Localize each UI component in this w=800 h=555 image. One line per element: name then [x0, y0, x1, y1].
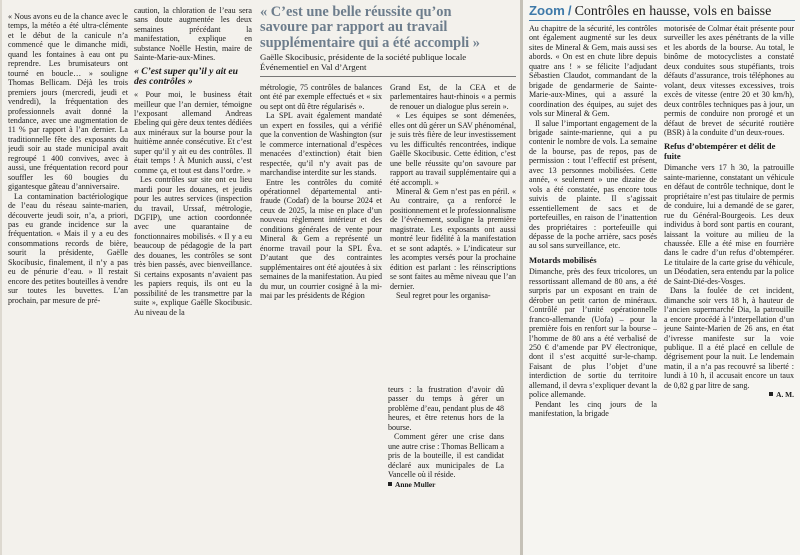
article-paragraph: Seul regret pour les organisa- [396, 290, 491, 300]
zoom-label: Zoom [529, 3, 565, 18]
right-column-2 [664, 24, 794, 552]
left-column-4 [390, 83, 516, 381]
refus-subheading: Refus d’obtempérer et délit de fuite [664, 141, 776, 161]
article-paragraph: Les contrôles sur site ont eu lieu mardi pour les douanes, et jeudis pour les autres services (inspection du travail, Urssaf, métrologie, DGFIP), une action coordonnée avec une quarantaine de fonctionnaires mobilisés. « Il y a eu beaucoup de pédagogie de la part des douanes, les contrôles se sont très bien passés, avec bienveillance. Si certains exposants n’avaient pas les papiers requis, ils ont eu la possibilité de les transmettre par la suite », explique Gaëlle Skocibusic. Au niveau de la [134, 175, 252, 317]
article-paragraph: La contamination bactériologique de l’eau du réseau sainte-marien, découverte jeudi soir, n’a, a priori, pas eu grande incidence sur la fréquentation. « Mais il y a eu des consommations records de bière, sourit la présidente, Gaëlle Skocibusic, finalement, il n’y a pas eu de pénurie d’eau. » Il restait encore des petites bouteilles à vendre sur toutes les buvettes. L’an prochain, par mesure de pré- [8, 191, 128, 305]
zoom-slash: / [567, 3, 572, 18]
author-name: Anne Muller [395, 479, 436, 489]
article-paragraph: Pendant les cinq jours de la manifestation, la brigade [529, 399, 657, 419]
col2-intro: caution, la chloration de l’eau sera sans doute augmentée les deux semaines précédant la manifestation, explique en substance Noëlle Hestin, maire de Sainte-Marie-aux-Mines. [134, 6, 252, 63]
headline-rule [260, 76, 516, 77]
article-paragraph: Au chapitre de la sécurité, les contrôles ont également augmenté sur les deux sites de Mineral & Gem, mais aussi ses abords. « On est en chute libre depuis quatre ans ! » se félicite l’adjudant Sébastien Claudot, commandant de la brigade de gendarmerie de Sainte-Marie-aux-Mines, qui a assuré la coordination des équipes, au sujet des vols sur Mineral & Gem. [529, 24, 657, 119]
zoom-rule [529, 20, 795, 21]
article-paragraph: Il salue l’important engagement de la brigade sainte-marienne, qui a pu contenir le nombre de vols. La semaine de la bourse, pas de repos, pas de permission : tout l’effectif est présent, avec 13 personnes mobilisées. Cette année, « seulement » une dizaine de vols a été constatée, pas encore tous suivis de plainte. Il s’agissait essentiellement de sacs et de portefeuilles, en raison de l’inattention des propriétaires : portefeuille qui dépasse de la poche arrière, sacs posés au sol sans surveillance, etc. [529, 118, 657, 251]
author-initials-byline [664, 390, 794, 399]
headline [260, 5, 516, 51]
article-paragraph: métrologie, 75 contrôles de balances ont été par exemple effectués et « six ou sept ont dû être régularisés ». [260, 83, 382, 111]
article-paragraph: « Pour moi, le business était meilleur que l’an dernier, témoigne l’exposant allemand Andreas Ebeling qui gère deux tentes dédiées aux minéraux sur la bourse pour la huitième année consécutive. Et c’est super qu’il y ait eu des contrôles. Il était temps ! À Munich aussi, c’est comme ça, et tout est dans l’ordre. » [134, 90, 252, 175]
article-paragraph: teurs : la frustration d’avoir dû passer du temps à gérer un problème d’eau, pendant plus de 48 heures, et être retenus hors de la bourse. [388, 385, 504, 432]
author-byline [388, 480, 504, 489]
right-article [523, 0, 800, 555]
zoom-title: Contrôles en hausse, vols en baisse [574, 4, 772, 19]
article-paragraph: « Nous avons eu de la chance avec le temps, la météo a été ultra-clémente et le début de la canicule n’a commencé que le dimanche midi, quand les fontaines à eau ont pu reprendre. Les brumisateurs ont tourné en boucle… » souligne Thomas Bellicam. Déjà les trois premiers jours (mercredi, jeudi et vendredi), la fréquentation des professionnels avait donné la tendance, avec une augmentation de 11 % par rapport à l’an dernier. La traditionnelle fête des exposants du jeudi soir au stade municipal avait regroupé 1 400 convives, avec à aussi, une fréquentation record pour souffler les 60 bougies du gigantesque gâteau d’anniversaire. [8, 12, 128, 192]
article-paragraph: Dans la foulée de cet incident, dimanche soir vers 18 h, à hauteur de l’ancien supermarché Dia, la patrouille a encore procédé à l’interpellation d’un jeune Sainte-Marien de 26 ans, en état d’ivresse manifeste sur la voie publique. Il a été placé en cellule de dégrisement pour la nuit. Le lendemain matin, il a n’a pas recouvré sa liberté : lundi à 10 h, il accusait encore un taux de 0,82 g par litre de sang. [664, 286, 794, 390]
headline-line-2: savoure par rapport au travail [260, 19, 448, 36]
article-paragraph: Entre les contrôles du comité opérationnel départemental anti-fraude (Codaf) de la bourse 2024 et ceux de 2025, la mise en place d’un nouveau règlement intérieur et des conditions générales de vente pour Mineral & Gem a représenté un énorme travail pour la SPL Éva. D’autant que des contraintes supplémentaires ont été ajoutées à six semaines de la manifestation. Au pied du mur, un courrier cosigné à la mi-mai par les présidents de Région [260, 177, 382, 300]
author-initials: A. M. [776, 390, 794, 400]
article-paragraph: Dimanche vers 17 h 30, la patrouille sainte-marienne, constatant un véhicule en défaut de contrôle technique, dont le propriétaire n’est pas titulaire de permis de conduire, lui a demandé de se garer, rue du Général-Bourgeois. Les deux individus à bord sont partis en courant, laissant la voiture au milieu de la chaussée. Elle a été mise en fourrière dans le cadre d’un refus d’obtempérer. Le titulaire de la carte grise du véhicule, un Déodatien, sera entendu par la police de Saint-Dié-des-Vosges. [664, 163, 794, 286]
left-column-1 [8, 12, 128, 552]
article-paragraph: « Les équipes se sont démenées, elles ont dû gérer un SAV phénoménal, je suis très fière de leur investissement vu les difficultés rencontrées, indique Gaëlle Skocibusic. Cette édition, c’est une belle réussite qu’on savoure par rapport au travail supplémentaire qui a été accompli. » [390, 111, 516, 187]
col2-subheading: « C’est super qu’il y ait eu des contrôles » [134, 65, 238, 87]
article-paragraph: Mineral & Gem n’est pas en péril. « Au contraire, ça a renforcé le positionnement et le professionnalisme de l’événement, souligne la première magistrate. Les exposants ont aussi montré leur fidélité à la manifestation et se sont adaptés. » L’indicateur sur les acomptes versés pour la prochaine édition est parlant : les réinscriptions se sont faites au même niveau que l’an dernier. [390, 186, 516, 291]
left-column-2 [134, 6, 252, 552]
right-column-1 [529, 24, 657, 552]
left-column-4-bottom [388, 385, 504, 545]
article-paragraph: motorisée de Colmar était présente pour surveiller les axes pénétrants de la ville et les abords de la bourse. Au total, le binôme de motocyclistes a constaté deux conduites sous stupéfiants, trois défauts d’assurance, trois téléphones au volant, deux vitesses excessives, trois excès de vitesse (entre 20 et 30 km/h), deux contrôles techniques pas à jour, un permis de conduire non prorogé et un défaut de brevet de sécurité routière (BSR) à la conduite d’un deux-roues. [664, 24, 794, 137]
article-paragraph: Comment gérer une crise dans une autre crise : Thomas Bellicam a pris de la bouteille, il est candidat déclaré aux municipales de La Vancelle où il réside. [388, 432, 504, 480]
article-paragraph: Dimanche, près des feux tricolores, un ressortissant allemand de 80 ans, a été surpris par un exposant en train de dérober un petit carton de minéraux. Contrôlé par l’unité opérationnelle franco-allemande (Uofa) – pour la première fois en renfort sur la bourse – l’homme de 80 ans a été verbalisé de 250 € d’amende par PV électronique, dont il s’est acquitté sur-le-champ. Faisant de plus l’objet d’une interdiction de sortie du territoire allemand, il devra s’expliquer devant la police allemande. [529, 267, 657, 400]
standfirst: Gaëlle Skocibusic, présidente de la société publique locale Événementiel en Val d’Argent [260, 52, 467, 72]
left-column-3 [260, 83, 382, 553]
headline-line-1: « C’est une belle réussite qu’on [260, 4, 452, 20]
square-bullet-icon [769, 392, 773, 396]
motards-subheading: Motards mobilisés [529, 254, 597, 265]
article-paragraph: La SPL avait également mandaté un expert en fossiles, qui a vérifié que la convention de Washington (sur le commerce international d’espèces menacées d’extinction) était bien respectée, qu’il n’y avait pas de marchandise interdite sur les stands. [260, 111, 382, 178]
left-article [2, 0, 522, 555]
article-paragraph: Grand Est, de la CEA et de parlementaires haut-rhinois « a permis de renouer un dialogue plus serein ». [390, 83, 516, 111]
headline-line-3: supplémentaire qui a été accompli » [260, 34, 480, 51]
zoom-header [529, 3, 797, 19]
square-bullet-icon [388, 482, 392, 486]
